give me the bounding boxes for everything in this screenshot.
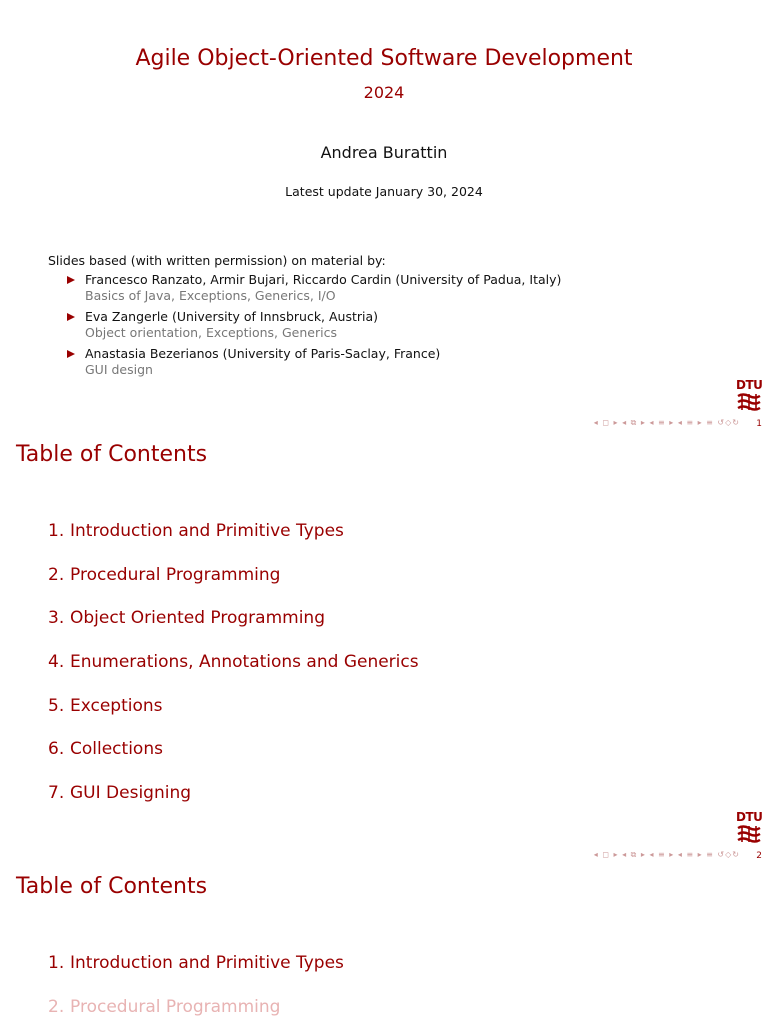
toc-number: 1. [48, 953, 65, 973]
credit-item [48, 272, 561, 304]
toc-label: Procedural Programming [70, 996, 281, 1017]
toc-number: 6. [48, 739, 65, 760]
presentation-title: Agile Object-Oriented Software Development [135, 46, 633, 71]
dtu-waves-icon [737, 825, 761, 843]
beamer-navigation-bar[interactable]: ◂ ◻ ▸ ◂ ⧉ ▸ ◂ ≡ ▸ ◂ ≡ ▸ ≡ ↺◇↻ [593, 418, 740, 427]
toc-label: Introduction and Primitive Types [70, 521, 344, 541]
logo-text: DTU [736, 378, 763, 392]
credit-name: Anastasia Bezerianos (University of Paris-Saclay, France) [85, 346, 441, 361]
beamer-navigation-bar[interactable]: ◂ ◻ ▸ ◂ ⧉ ▸ ◂ ≡ ▸ ◂ ≡ ▸ ≡ ↺◇↻ [593, 850, 740, 859]
presentation-year: 2024 [363, 83, 405, 102]
title-slide [0, 0, 768, 432]
page-number: 2 [756, 851, 762, 861]
toc-item[interactable] [48, 607, 419, 651]
credit-name: Francesco Ranzato, Armir Bujari, Riccardo Cardin (University of Padua, Italy) [85, 272, 562, 287]
toc-list [48, 952, 344, 1024]
toc-number: 5. [48, 695, 65, 716]
toc-number: 3. [48, 608, 65, 629]
dtu-logo [736, 810, 762, 844]
toc-number: 4. [48, 652, 65, 673]
credit-name: Eva Zangerle (University of Innsbruck, Austria) [85, 309, 379, 324]
dtu-waves-icon [737, 393, 761, 411]
toc-label: Exceptions [70, 695, 163, 716]
credit-item [48, 346, 561, 378]
toc-item[interactable] [48, 520, 419, 564]
toc-label: Introduction and Primitive Types [70, 953, 344, 973]
author-name: Andrea Burattin [320, 143, 448, 162]
toc-number: 2. [48, 564, 65, 585]
toc-item-current[interactable] [48, 952, 344, 996]
toc-number: 1. [48, 521, 65, 541]
frame-title: Table of Contents [16, 442, 208, 467]
toc-item-dimmed[interactable] [48, 996, 344, 1024]
credit-topics: Basics of Java, Exceptions, Generics, I/O [85, 288, 336, 303]
triangle-bullet-icon [67, 276, 75, 284]
logo-text: DTU [736, 810, 763, 824]
toc-label: GUI Designing [70, 783, 192, 804]
frame-title: Table of Contents [16, 874, 208, 899]
credits-intro: Slides based (with written permission) on material by: [48, 253, 386, 268]
toc-item[interactable] [48, 651, 419, 695]
triangle-bullet-icon [67, 313, 75, 321]
toc-item[interactable] [48, 738, 419, 782]
dtu-logo [736, 378, 762, 412]
toc-slide [0, 432, 768, 864]
toc-list [48, 520, 419, 826]
toc-label: Object Oriented Programming [70, 608, 325, 629]
toc-slide-highlighted [0, 864, 768, 1024]
page-number: 1 [756, 419, 762, 429]
credit-item [48, 309, 561, 341]
toc-item[interactable] [48, 782, 419, 826]
toc-number: 7. [48, 783, 65, 804]
toc-item[interactable] [48, 695, 419, 739]
toc-item[interactable] [48, 564, 419, 608]
toc-label: Enumerations, Annotations and Generics [70, 652, 419, 673]
toc-label: Collections [70, 739, 163, 760]
triangle-bullet-icon [67, 350, 75, 358]
toc-label: Procedural Programming [70, 564, 281, 585]
credit-topics: GUI design [85, 362, 153, 377]
credits-list [48, 272, 561, 378]
credit-topics: Object orientation, Exceptions, Generics [85, 325, 337, 340]
update-date: Latest update January 30, 2024 [285, 184, 483, 199]
toc-number: 2. [48, 996, 65, 1017]
credits-block [48, 253, 561, 383]
